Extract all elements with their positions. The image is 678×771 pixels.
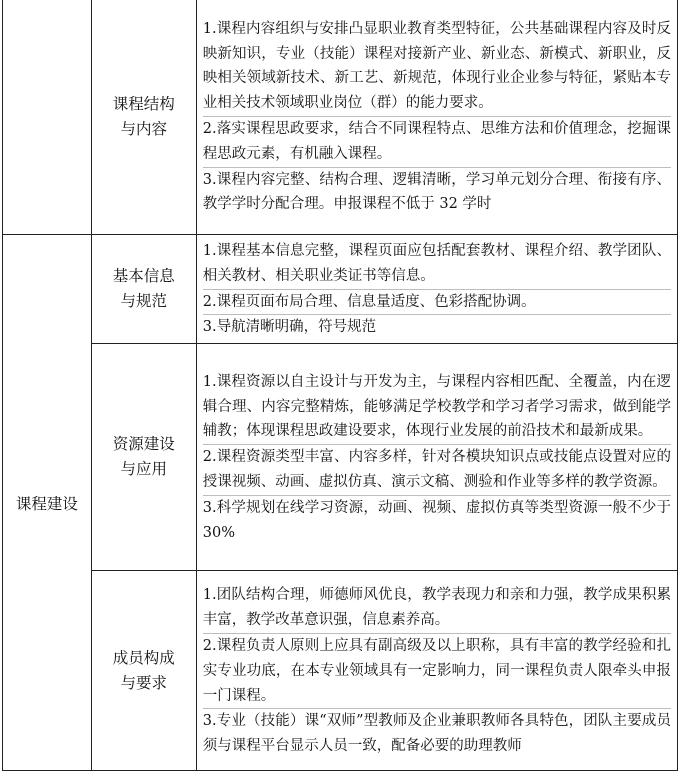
subcategory-cell bbox=[91, 571, 196, 771]
requirement-item: 2.课程负责人原则上应具有副高级及以上职称，具有丰富的教学经验和扎实专业功底，在本专业领域具有一定影响力，同一课程负责人限牵头申报一门课程。 bbox=[203, 633, 671, 708]
requirement-item: 2.落实课程思政要求，结合不同课程特点、思维方法和价值理念，挖掘课程思政元素，有机融入课程。 bbox=[203, 116, 671, 167]
requirements-cell bbox=[196, 344, 677, 571]
subcategory-label: 课程结构与内容 bbox=[112, 94, 175, 138]
requirements-cell bbox=[196, 571, 677, 771]
subcategory-cell bbox=[91, 0, 196, 235]
table-row bbox=[3, 571, 678, 771]
subcategory-cell bbox=[91, 235, 196, 344]
category-cell bbox=[3, 0, 92, 235]
criteria-table bbox=[2, 0, 678, 771]
requirement-item: 1.课程资源以自主设计与开发为主，与课程内容相匹配、全覆盖，内在逻辑合理、内容完整精炼，能够满足学校教学和学习者学习需求，做到能学辅教；体现课程思政建设要求，体现行业发展的前沿技术和最新成果。 bbox=[202, 373, 671, 440]
table-row bbox=[3, 235, 678, 344]
requirement-item: 2.课程资源类型丰富、内容多样，针对各模块知识点或技能点设置对应的授课视频、动画、虚拟仿真、演示文稿、测验和作业等多样的教学资源。 bbox=[203, 444, 671, 495]
table-row bbox=[3, 0, 678, 235]
requirement-item: 1.团队结构合理，师德师风优良，教学表现力和亲和力强，教学成果积累丰富，教学改革意识强，信息素养高。 bbox=[202, 587, 671, 629]
requirement-item: 3.专业（技能）课“双师”型教师及企业兼职教师各具特色，团队主要成员须与课程平台显示人员一致，配备必要的助理教师 bbox=[203, 708, 671, 759]
requirements-cell bbox=[196, 235, 677, 344]
requirement-item: 3.导航清晰明确，符号规范 bbox=[203, 314, 671, 340]
subcategory-label: 资源建设与应用 bbox=[112, 435, 175, 479]
table-row bbox=[3, 344, 678, 571]
requirement-item: 1.课程内容组织与安排凸显职业教育类型特征，公共基础课程内容及时反映新知识，专业（技能）课程对接新产业、新业态、新模式、新职业，反映相关领域新技术、新工艺、新规范，体现行业企业参与特征，紧贴本专业相关技术领域职业岗位（群）的能力要求。 bbox=[202, 20, 671, 112]
requirement-item: 3.科学规划在线学习资源，动画、视频、虚拟仿真等类型资源一般不少于 30% bbox=[203, 495, 671, 546]
subcategory-label: 成员构成与要求 bbox=[112, 648, 175, 692]
requirement-item: 3.课程内容完整、结构合理、逻辑清晰，学习单元划分合理、衔接有序、教学学时分配合理。申报课程不低于 32 学时 bbox=[203, 167, 671, 218]
requirements-cell bbox=[196, 0, 677, 235]
subcategory-label: 基本信息与规范 bbox=[112, 267, 175, 311]
subcategory-cell bbox=[91, 344, 196, 571]
category-cell: 课程建设 bbox=[3, 235, 92, 771]
requirement-item: 2.课程页面布局合理、信息量适度、色彩搭配协调。 bbox=[203, 289, 671, 315]
requirement-item: 1.课程基本信息完整，课程页面应包括配套教材、课程介绍、教学团队、相关教材、相关职业类证书等信息。 bbox=[202, 243, 671, 284]
